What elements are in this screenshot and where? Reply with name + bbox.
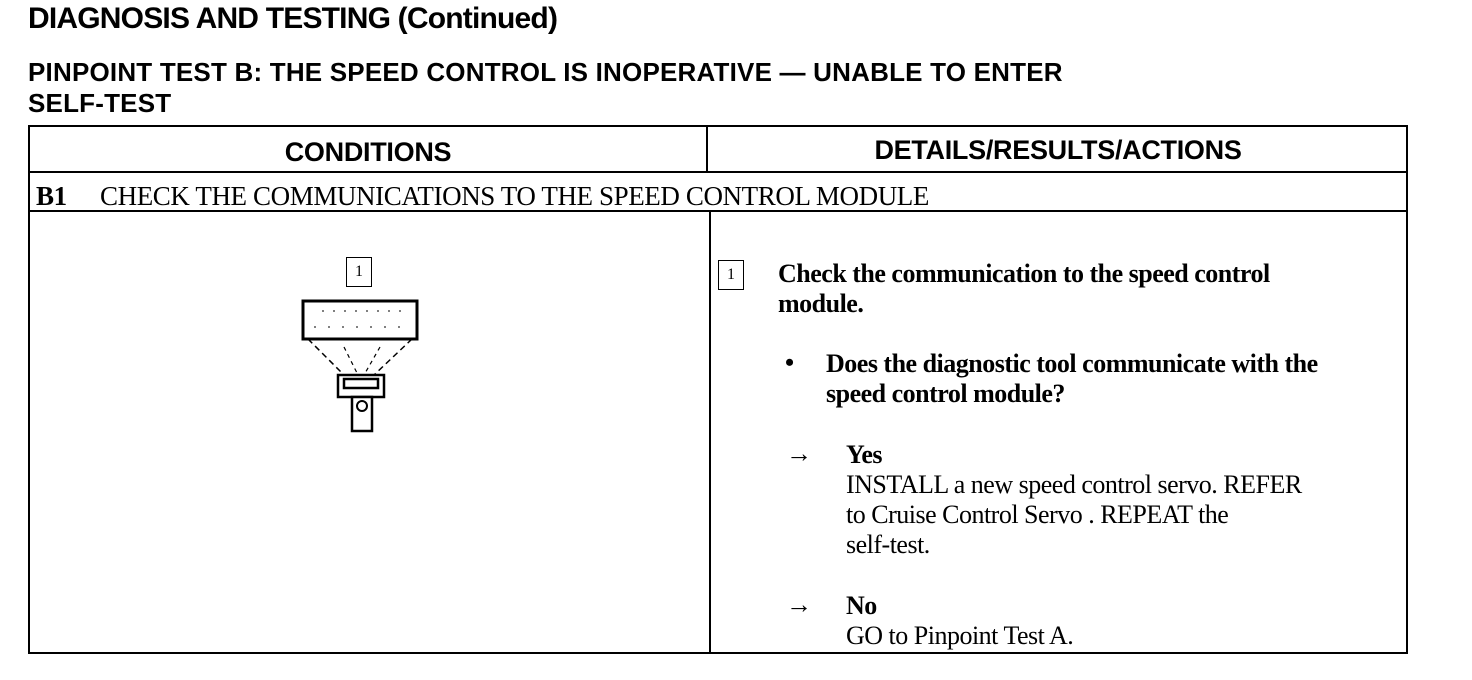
question-line-2: speed control module?: [826, 379, 1065, 408]
pinpoint-test-table: [28, 125, 1408, 654]
no-label: No: [846, 591, 877, 620]
test-title-line-1: PINPOINT TEST B: THE SPEED CONTROL IS INOPERATIVE — UNABLE TO ENTER: [28, 57, 1063, 87]
step-row: [36, 177, 929, 213]
bullet-icon: •: [785, 348, 794, 377]
cable-illustration: [308, 339, 412, 375]
pinpoint-test-title: [28, 57, 1328, 119]
body-column-divider: [709, 212, 711, 652]
page-heading: DIAGNOSIS AND TESTING (Continued): [28, 2, 558, 35]
diagnostic-tool-illustration: [303, 301, 417, 339]
instruction-line-2: module.: [778, 289, 864, 318]
step-id: B1: [36, 181, 67, 211]
illustration-callout-box: 1: [346, 257, 372, 287]
no-arrow-icon: →: [786, 590, 812, 619]
yes-arrow-icon: →: [786, 439, 812, 468]
details-results-actions-header: DETAILS/RESULTS/ACTIONS: [874, 135, 1242, 165]
yes-action-line-3: self-test.: [846, 530, 930, 559]
instruction-line-1: Check the communication to the speed control: [778, 259, 1270, 288]
question-text: [826, 349, 1318, 409]
yes-label: Yes: [846, 440, 883, 469]
step-title: CHECK THE COMMUNICATIONS TO THE SPEED CONTROL MODULE: [100, 181, 929, 211]
yes-action-line-2: to Cruise Control Servo . REPEAT the: [846, 500, 1229, 529]
details-callout-box: 1: [718, 260, 744, 290]
no-action: GO to Pinpoint Test A.: [846, 621, 1074, 650]
instruction-text: [778, 259, 1270, 319]
yes-action-line-1: INSTALL a new speed control servo. REFER: [846, 470, 1302, 499]
header-divider: [30, 171, 1406, 173]
connector-illustration: [338, 375, 384, 431]
question-line-1: Does the diagnostic tool communicate with the: [826, 349, 1318, 378]
diagnostic-tool-connection-illustration: [292, 253, 462, 433]
no-result: [846, 591, 1073, 651]
yes-result: [846, 440, 1302, 560]
conditions-header: CONDITIONS: [284, 137, 452, 167]
test-title-line-2: SELF-TEST: [28, 88, 172, 118]
